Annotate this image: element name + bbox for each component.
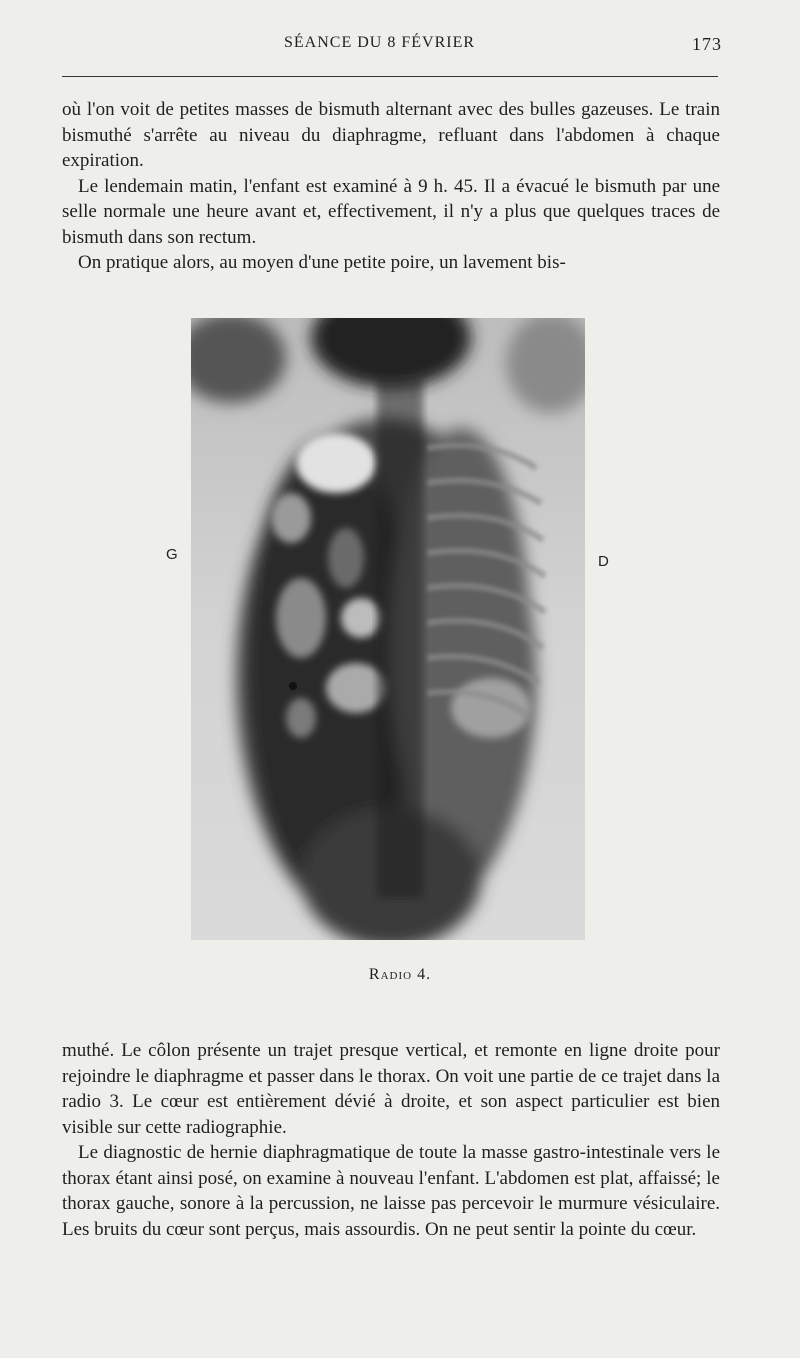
- body-text-top: [62, 97, 720, 276]
- radiograph-image: [191, 318, 585, 940]
- body-text-bottom: [62, 1038, 720, 1242]
- page-number: 173: [692, 34, 722, 54]
- figure-caption: Radio 4.: [368, 966, 432, 983]
- paragraph: Le lendemain matin, l'enfant est examiné à 9 h. 45. Il a évacué le bismuth par une selle normale une heure avant et, effectivement, il n'y a plus que quelques traces de bismuth dans son rectum.: [62, 175, 720, 248]
- running-title: SÉANCE DU 8 FÉVRIER: [284, 34, 476, 51]
- paragraph: où l'on voit de petites masses de bismuth alternant avec des bulles gazeuses. Le train bismuthé s'arrête au niveau du diaphragme, refluant dans l'abdomen à chaque expiration.: [62, 99, 720, 171]
- paragraph: muthé. Le côlon présente un trajet presque vertical, et remonte en ligne droite pour rejoindre le diaphragme et passer dans le thorax. On voit une partie de ce trajet dans la radio 3. Le cœur est entièrement dévié à droite, et son aspect particulier est bien visible sur cette radiographie.: [62, 1040, 720, 1138]
- paragraph: On pratique alors, au moyen d'une petite poire, un lavement bis-: [78, 252, 566, 273]
- page-header: [62, 34, 722, 58]
- radiograph-drawing: [191, 318, 585, 940]
- paragraph: Le diagnostic de hernie diaphragmatique de toute la masse gastro-intestinale vers le thorax étant ainsi posé, on examine à nouveau l'enfant. L'abdomen est plat, affaissé; le thorax gauche, sonore à la percussion, ne laisse pas percevoir le murmure vésiculaire. Les bruits du cœur sont perçus, mais assourdis. On ne peut sentir la pointe du cœur.: [62, 1142, 720, 1240]
- header-rule: [62, 76, 718, 77]
- left-side-label: G: [166, 546, 178, 563]
- right-side-label: D: [598, 553, 609, 570]
